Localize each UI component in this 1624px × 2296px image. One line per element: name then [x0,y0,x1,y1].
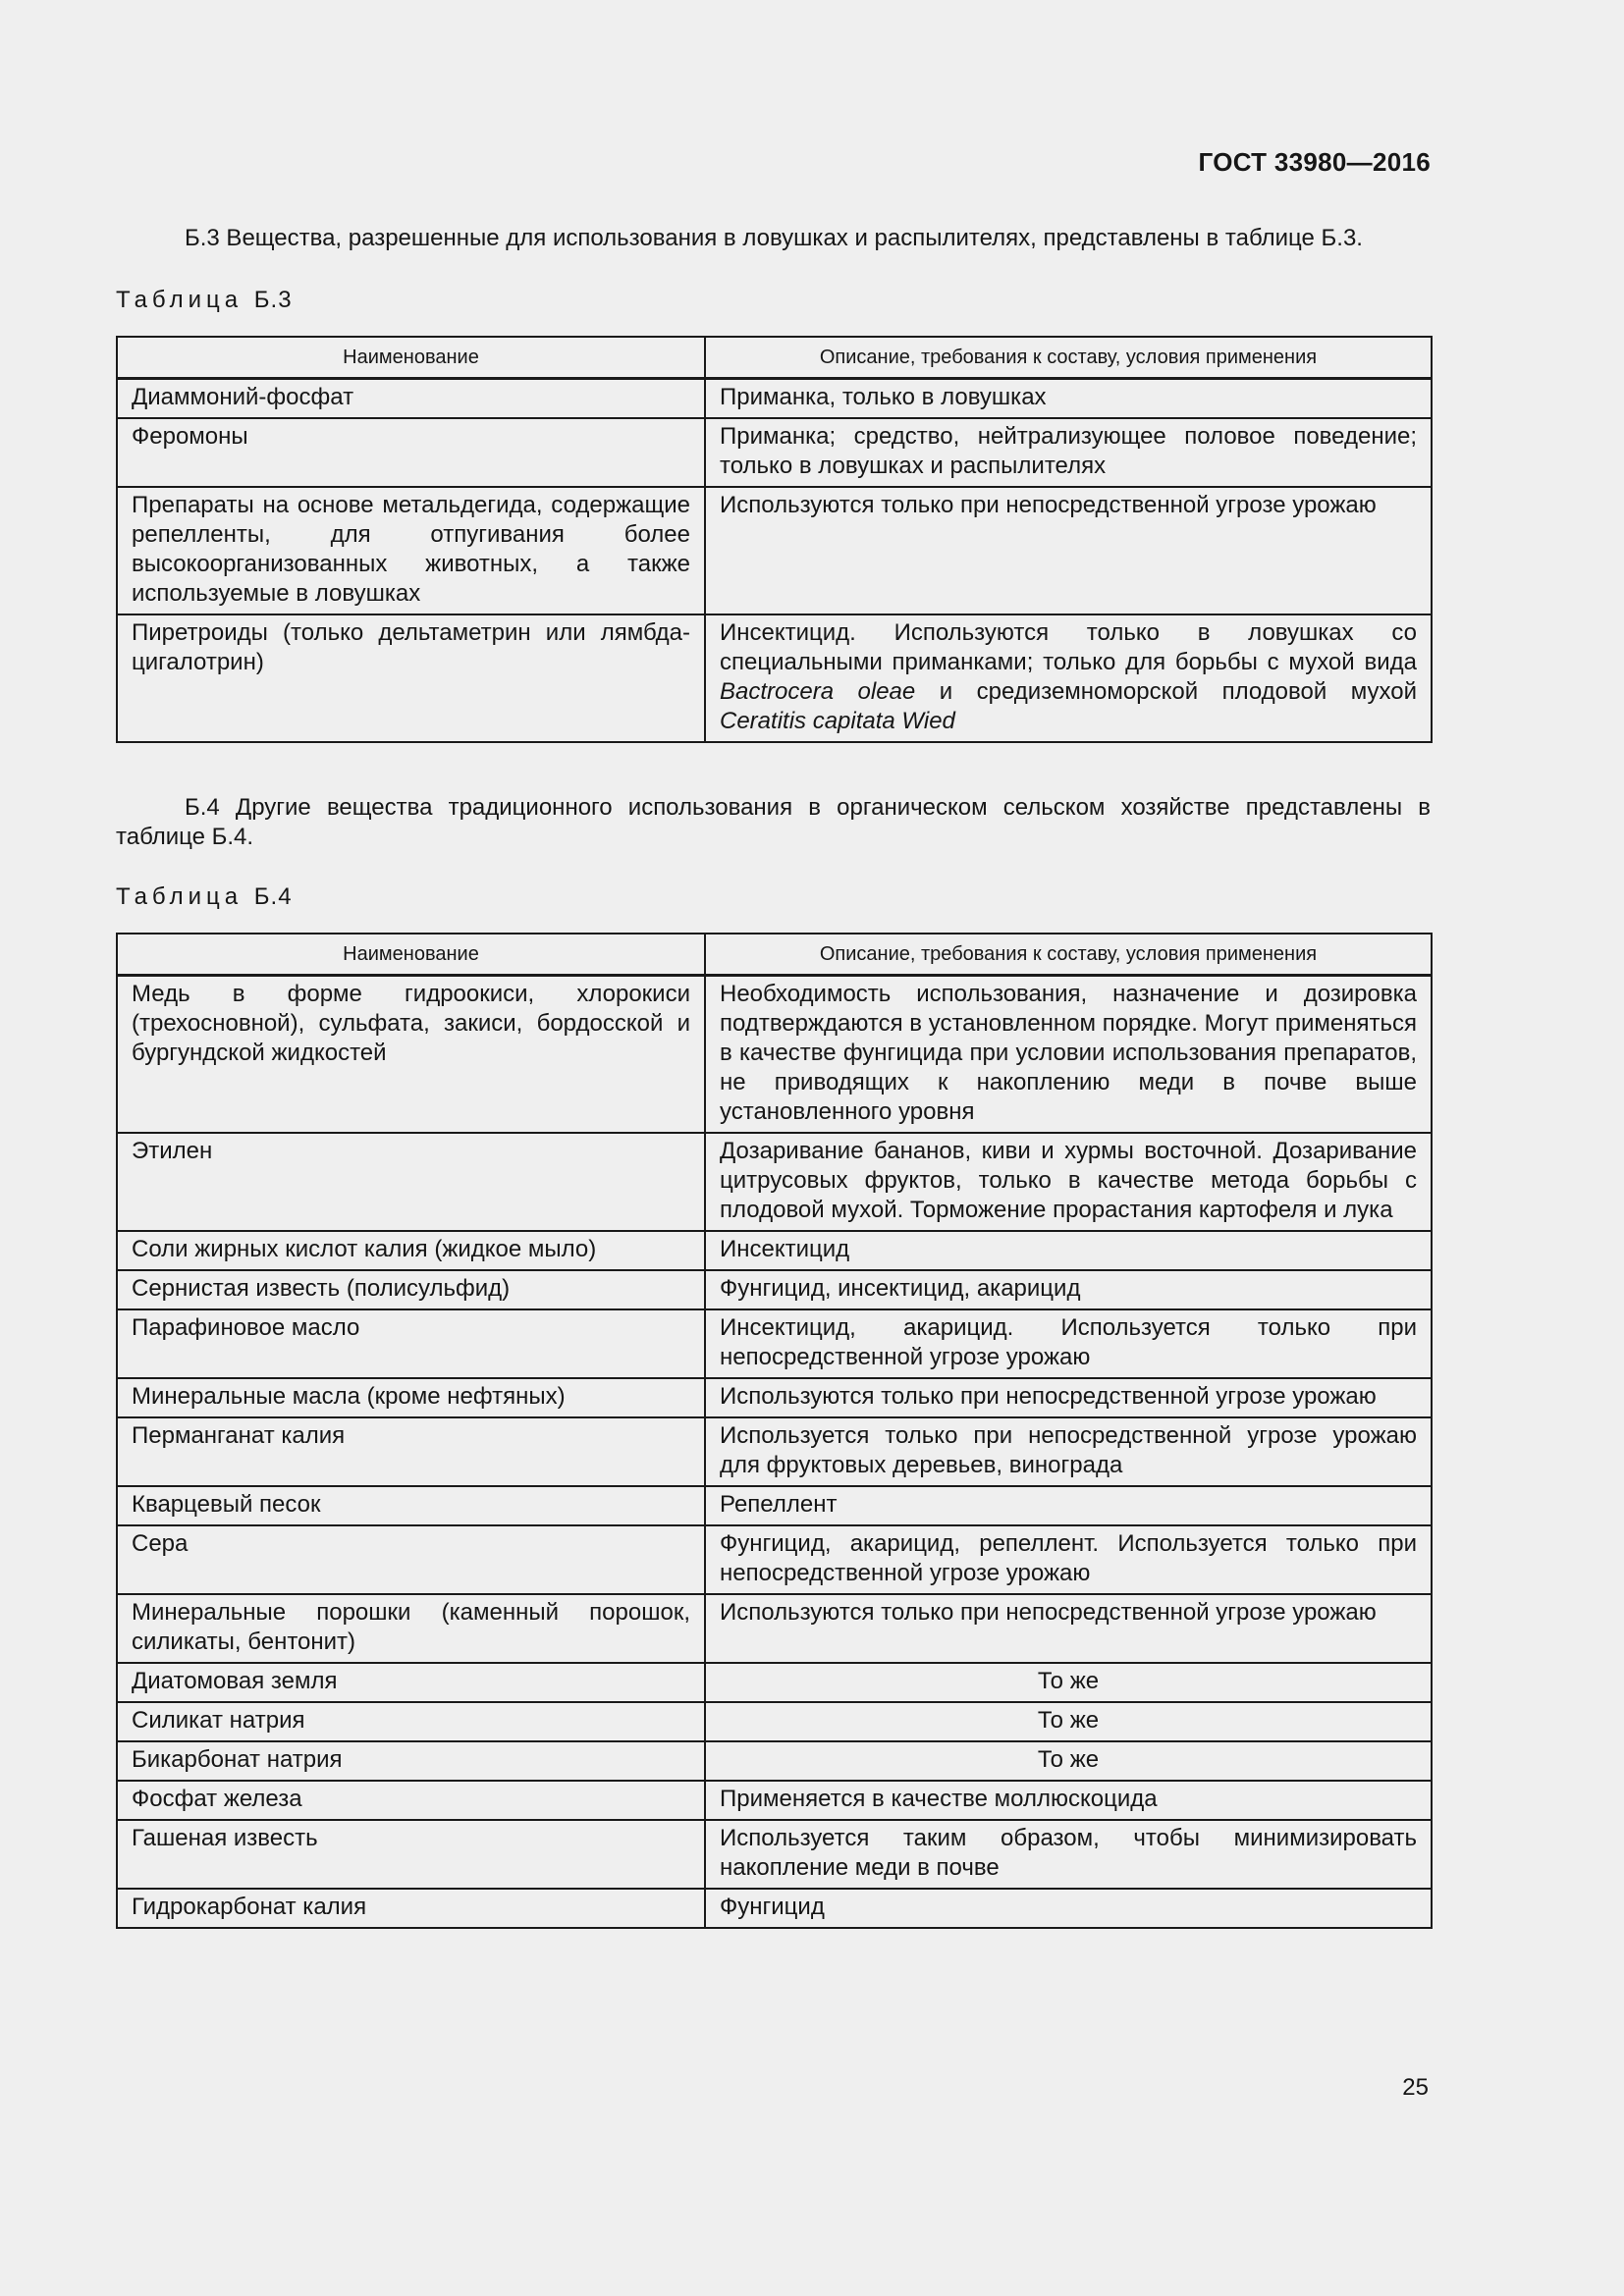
table-row [117,614,1432,742]
cell-description: Инсектицид [705,1231,1432,1270]
table-row [117,1741,1432,1781]
cell-name: Минеральные масла (кроме нефтяных) [117,1378,705,1417]
table-row [117,418,1432,487]
table-row [117,1231,1432,1270]
cell-name: Фосфат железа [117,1781,705,1820]
cell-name: Диаммоний-фосфат [117,379,705,419]
cell-description: Приманка, только в ловушках [705,379,1432,419]
cell-name: Этилен [117,1133,705,1231]
cell-description: Необходимость использования, назначение и дозировка подтверждаются в установленном порядке. Могут применяться в качестве фунгицида при условии использования препаратов, не приводящих к накоплению меди в почве выше установленного уровня [705,976,1432,1134]
table-row [117,976,1432,1134]
table-b3 [116,336,1433,743]
cell-name: Гашеная известь [117,1820,705,1889]
section-b4-paragraph: Б.4 Другие вещества традиционного использования в органическом сельском хозяйстве представлены в таблице Б.4. [116,794,1431,850]
table-row [117,379,1432,419]
table-b3-caption-word: Таблица [116,287,244,313]
table-b4-caption-number: Б.4 [253,883,293,910]
table-row [117,1820,1432,1889]
cell-name: Гидрокарбонат калия [117,1889,705,1928]
table-row [117,1525,1432,1594]
species-name: Bactrocera oleae [720,678,916,705]
table-row [117,1309,1432,1378]
cell-description: Используются только при непосредственной угрозе урожаю [705,1594,1432,1663]
table-row [117,1781,1432,1820]
cell-description: Дозаривание бананов, киви и хурмы восточной. Дозаривание цитрусовых фруктов, только в качестве метода борьбы с плодовой мухой. Торможение прорастания картофеля и лука [705,1133,1432,1231]
table-b3-caption-number: Б.3 [253,287,293,313]
table-b3-caption [116,287,293,314]
table-header-row [117,934,1432,976]
cell-name: Бикарбонат натрия [117,1741,705,1781]
cell-description: Приманка; средство, нейтрализующее половое поведение; только в ловушках и распылителях [705,418,1432,487]
cell-description: Используется только при непосредственной угрозе урожаю для фруктовых деревьев, винограда [705,1417,1432,1486]
cell-name: Сера [117,1525,705,1594]
cell-description: То же [705,1663,1432,1702]
table-row [117,487,1432,614]
cell-description: Инсектицид, акарицид. Используется только при непосредственной угрозе урожаю [705,1309,1432,1378]
cell-name: Кварцевый песок [117,1486,705,1525]
table-row [117,1133,1432,1231]
column-header-name: Наименование [117,337,705,379]
table-header-row [117,337,1432,379]
page-number: 25 [1402,2074,1429,2101]
cell-description: Применяется в качестве моллюскоцида [705,1781,1432,1820]
cell-name: Сернистая известь (полисульфид) [117,1270,705,1309]
cell-name: Диатомовая земля [117,1663,705,1702]
table-row [117,1663,1432,1702]
document-code: ГОСТ 33980—2016 [1198,147,1431,177]
table-row [117,1889,1432,1928]
table-row [117,1486,1432,1525]
cell-name: Соли жирных кислот калия (жидкое мыло) [117,1231,705,1270]
cell-name: Феромоны [117,418,705,487]
cell-name: Минеральные порошки (каменный порошок, силикаты, бентонит) [117,1594,705,1663]
species-name: Ceratitis capitata Wied [720,708,955,734]
table-row [117,1378,1432,1417]
cell-description: Используется таким образом, чтобы минимизировать накопление меди в почве [705,1820,1432,1889]
cell-description: То же [705,1702,1432,1741]
desc-text: Инсектицид. Используются только в ловушках со специальными приманками; только для борьбы с мухой вида [720,619,1417,675]
column-header-description: Описание, требования к составу, условия применения [705,934,1432,976]
section-b3-paragraph: Б.3 Вещества, разрешенные для использования в ловушках и распылителях, представлены в таблице Б.3. [185,225,1363,251]
table-b4 [116,933,1433,1929]
cell-description: Фунгицид [705,1889,1432,1928]
cell-name: Медь в форме гидроокиси, хлорокиси (трехосновной), сульфата, закиси, бордосской и бургундской жидкостей [117,976,705,1134]
cell-name: Силикат натрия [117,1702,705,1741]
cell-description: Используются только при непосредственной угрозе урожаю [705,487,1432,614]
column-header-name: Наименование [117,934,705,976]
table-row [117,1702,1432,1741]
table-row [117,1594,1432,1663]
cell-description: Фунгицид, инсектицид, акарицид [705,1270,1432,1309]
cell-name: Перманганат калия [117,1417,705,1486]
table-row [117,1270,1432,1309]
cell-description: Фунгицид, акарицид, репеллент. Используется только при непосредственной угрозе урожаю [705,1525,1432,1594]
cell-name: Парафиновое масло [117,1309,705,1378]
cell-name: Препараты на основе метальдегида, содержащие репелленты, для отпугивания более высокоорганизованных животных, а также используемые в ловушках [117,487,705,614]
desc-text: и средиземноморской плодовой мухой [915,678,1417,705]
cell-name: Пиретроиды (только дельтаметрин или лямбда-цигалотрин) [117,614,705,742]
column-header-description: Описание, требования к составу, условия применения [705,337,1432,379]
cell-description: То же [705,1741,1432,1781]
table-row [117,1417,1432,1486]
cell-description [705,614,1432,742]
cell-description: Репеллент [705,1486,1432,1525]
cell-description: Используются только при непосредственной угрозе урожаю [705,1378,1432,1417]
table-b4-caption-word: Таблица [116,883,244,910]
table-b4-caption [116,883,293,911]
